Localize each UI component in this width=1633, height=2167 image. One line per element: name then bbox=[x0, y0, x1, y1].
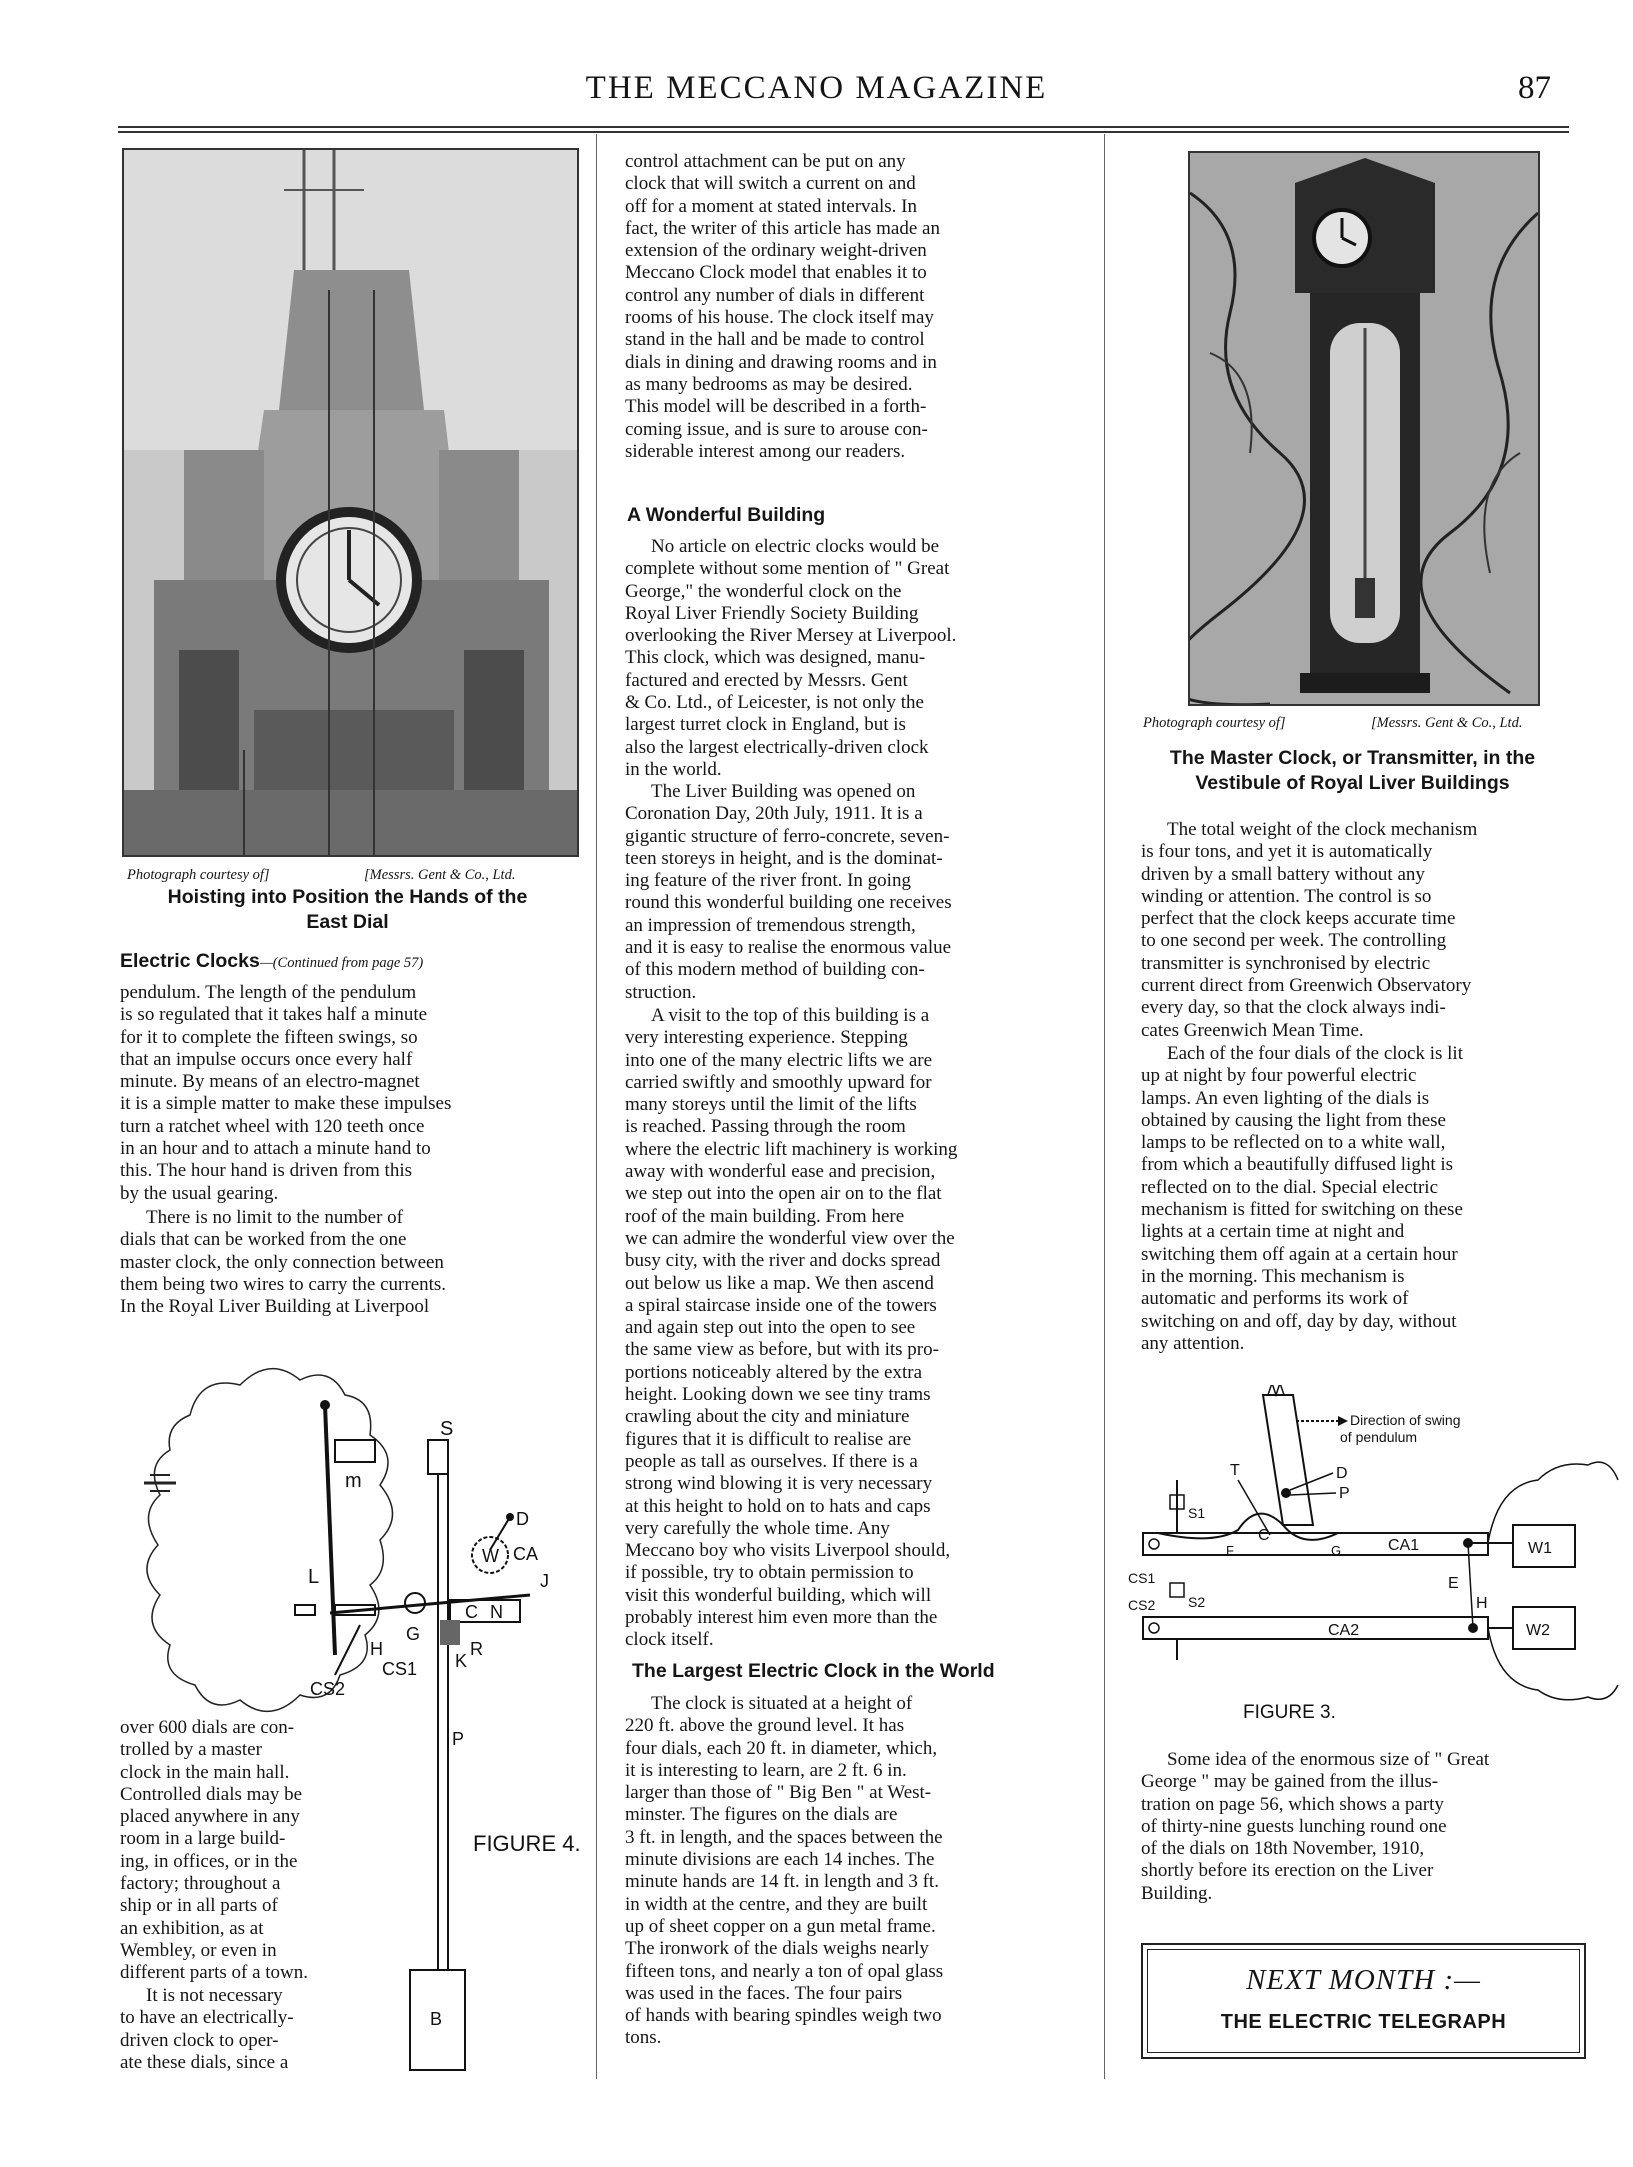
text-line: winding or attention. The control is so bbox=[1141, 885, 1432, 907]
text-line: complete without some mention of " Great bbox=[625, 558, 950, 580]
text-line: factured and erected by Messrs. Gent bbox=[625, 669, 908, 691]
text-line: busy city, with the river and docks spread bbox=[625, 1250, 941, 1272]
caption-line-1: Hoisting into Position the Hands of the bbox=[167, 886, 528, 908]
figure-4-diagram bbox=[130, 1355, 600, 2075]
text-line: tration on page 56, which shows a party bbox=[1141, 1793, 1444, 1815]
fig3-label-c: C bbox=[1258, 1527, 1270, 1544]
fig4-label-ca: CA bbox=[513, 1544, 539, 1564]
text-line: room in a large build- bbox=[120, 1828, 286, 1850]
next-month-title: NEXT MONTH :— bbox=[1246, 1964, 1481, 1996]
text-line: height. Looking down we see tiny trams bbox=[625, 1384, 931, 1406]
text-line: factory; throughout a bbox=[120, 1873, 281, 1895]
text-line: and it is easy to realise the enormous value bbox=[625, 937, 952, 959]
fig3-label-ca1: CA1 bbox=[1388, 1537, 1420, 1554]
text-line: cates Greenwich Mean Time. bbox=[1141, 1019, 1364, 1041]
text-line: in width at the centre, and they are built bbox=[625, 1893, 928, 1915]
text-line: of this modern method of building con- bbox=[625, 959, 925, 981]
text-line: it is interesting to learn, are 2 ft. 6 in. bbox=[625, 1759, 907, 1781]
text-line: 3 ft. in length, and the spaces between the bbox=[625, 1826, 943, 1848]
text-line: clock in the main hall. bbox=[120, 1761, 290, 1783]
text-line: pendulum. The length of the pendulum bbox=[120, 982, 417, 1003]
text-line: of thirty-nine guests lunching round one bbox=[1141, 1815, 1447, 1837]
fig4-label-cs2: CS2 bbox=[310, 1679, 346, 1699]
header-rule bbox=[118, 126, 1569, 128]
text-line: is so regulated that it takes half a minute bbox=[120, 1004, 428, 1026]
text-line: The clock is situated at a height of bbox=[651, 1693, 913, 1714]
text-line: stand in the hall and be made to control bbox=[625, 329, 925, 351]
text-line: clock that will switch a current on and bbox=[625, 173, 916, 195]
text-line: lamps. An even lighting of the dials is bbox=[1141, 1087, 1430, 1109]
fig3-label-cs1: CS1 bbox=[1128, 1570, 1156, 1586]
text-line: different parts of a town. bbox=[120, 1962, 309, 1984]
column-divider bbox=[1104, 134, 1105, 2079]
text-line: to have an electrically- bbox=[120, 2007, 294, 2029]
text-line: switching them off again at a certain hour bbox=[1141, 1243, 1458, 1265]
paragraph bbox=[120, 1207, 573, 1318]
text-line: we step out into the open air on to the flat bbox=[625, 1183, 942, 1205]
text-line: turn a ratchet wheel with 120 teeth once bbox=[120, 1115, 425, 1137]
text-line: we can admire the wonderful view over the bbox=[625, 1227, 955, 1249]
fig4-label-d: D bbox=[516, 1509, 529, 1529]
text-line: struction. bbox=[625, 981, 697, 1003]
photo-caption bbox=[1125, 746, 1580, 796]
text-line: over 600 dials are con- bbox=[120, 1717, 295, 1738]
fig3-direction-1: Direction of swing bbox=[1350, 1412, 1461, 1428]
text-line: an exhibition, as at bbox=[120, 1917, 264, 1939]
text-line: overlooking the River Mersey at Liverpool. bbox=[625, 625, 957, 647]
figure-3-title: FIGURE 3. bbox=[1243, 1702, 1336, 1723]
text-line: round this wonderful building one receives bbox=[625, 892, 952, 914]
paragraph bbox=[625, 781, 1080, 1004]
text-line: Wembley, or even in bbox=[120, 1939, 277, 1961]
text-line: ing feature of the river front. In going bbox=[625, 870, 911, 892]
fig4-label-p: P bbox=[452, 1729, 465, 1749]
fig4-label-r: R bbox=[470, 1639, 483, 1659]
text-line: A visit to the top of this building is a bbox=[651, 1005, 930, 1026]
paragraph bbox=[625, 1693, 1080, 2050]
text-line: In the Royal Liver Building at Liverpool bbox=[120, 1296, 430, 1318]
text-line: any attention. bbox=[1141, 1332, 1245, 1354]
fig4-label-m: m bbox=[345, 1470, 362, 1492]
text-line: as many bedrooms as may be desired. bbox=[625, 373, 913, 395]
text-line: out below us like a map. We then ascend bbox=[625, 1272, 934, 1294]
photo-caption bbox=[110, 885, 585, 935]
fig4-label-b: B bbox=[430, 2009, 443, 2029]
text-line: George," the wonderful clock on the bbox=[625, 580, 902, 602]
text-line: coming issue, and is sure to arouse con- bbox=[625, 418, 928, 440]
fig3-direction-2: of pendulum bbox=[1340, 1429, 1418, 1445]
text-line: The total weight of the clock mechanism bbox=[1167, 819, 1478, 840]
text-line: 220 ft. above the ground level. It has bbox=[625, 1715, 905, 1737]
caption-line-2: East Dial bbox=[306, 911, 389, 933]
text-line: probably interest him even more than the bbox=[625, 1607, 938, 1629]
text-line: dials in dining and drawing rooms and in bbox=[625, 351, 937, 373]
text-line: No article on electric clocks would be bbox=[651, 536, 940, 557]
text-line: The ironwork of the dials weighs nearly bbox=[625, 1938, 929, 1960]
fig3-label-s2: S2 bbox=[1188, 1594, 1206, 1610]
text-line: switching on and off, day by day, without bbox=[1141, 1310, 1457, 1332]
paragraph bbox=[625, 1005, 1080, 1652]
fig3-label-s1: S1 bbox=[1188, 1505, 1206, 1521]
fig3-label-w2: W2 bbox=[1526, 1622, 1550, 1639]
text-line: if possible, try to obtain permission to bbox=[625, 1562, 914, 1584]
text-line: by the usual gearing. bbox=[120, 1182, 279, 1204]
text-line: up of sheet copper on a gun metal frame. bbox=[625, 1915, 936, 1937]
text-line: them being two wires to carry the currents. bbox=[120, 1273, 447, 1295]
text-line: every day, so that the clock always indi- bbox=[1141, 997, 1446, 1019]
header-rule-secondary bbox=[118, 131, 1569, 133]
text-line: Meccano Clock model that enables it to bbox=[625, 262, 927, 284]
tower-photo bbox=[122, 148, 579, 857]
text-line: ing, in offices, or in the bbox=[120, 1850, 298, 1872]
text-line: very interesting experience. Stepping bbox=[625, 1027, 908, 1049]
text-line: This model will be described in a forth- bbox=[625, 396, 927, 418]
fig4-label-h: H bbox=[370, 1639, 383, 1659]
photo-credit-left: Photograph courtesy of] bbox=[127, 867, 270, 883]
text-line: it is a simple matter to make these impulses bbox=[120, 1093, 452, 1115]
paragraph bbox=[120, 982, 573, 1205]
text-line: Some idea of the enormous size of " Great bbox=[1167, 1749, 1490, 1770]
text-line: also the largest electrically-driven clock bbox=[625, 736, 929, 758]
text-line: transmitter is synchronised by electric bbox=[1141, 952, 1431, 974]
paragraph bbox=[625, 536, 1080, 781]
fig4-label-g: G bbox=[406, 1624, 421, 1644]
text-line: rooms of his house. The clock itself may bbox=[625, 307, 934, 329]
text-line: away with wonderful ease and precision, bbox=[625, 1161, 936, 1183]
figure-4-title: FIGURE 4. bbox=[473, 1831, 581, 1856]
text-line: from which a beautifully diffused light is bbox=[1141, 1154, 1454, 1176]
heading-text: Electric Clocks bbox=[120, 950, 260, 972]
fig3-label-f: F bbox=[1226, 1543, 1234, 1558]
text-line: automatic and performs its work of bbox=[1141, 1288, 1409, 1310]
fig3-label-e: E bbox=[1448, 1575, 1459, 1592]
fig4-label-cs1: CS1 bbox=[382, 1659, 418, 1679]
text-line: The Liver Building was opened on bbox=[651, 781, 916, 802]
paragraph bbox=[1141, 819, 1587, 1042]
page-number: 87 bbox=[1518, 70, 1551, 106]
text-line: minster. The figures on the dials are bbox=[625, 1804, 898, 1826]
caption-line-1: The Master Clock, or Transmitter, in the bbox=[1169, 747, 1536, 769]
text-line: the same view as before, but with its pro- bbox=[625, 1339, 939, 1361]
text-line: larger than those of " Big Ben " at West- bbox=[625, 1782, 932, 1804]
text-line: four dials, each 20 ft. in diameter, which, bbox=[625, 1737, 938, 1759]
text-line: very carefully the whole time. Any bbox=[625, 1517, 890, 1539]
text-line: lamps to be reflected on to a white wall, bbox=[1141, 1132, 1446, 1154]
text-line: in the world. bbox=[625, 758, 722, 780]
section-heading: A Wonderful Building bbox=[627, 504, 826, 526]
text-line: an impression of tremendous strength, bbox=[625, 914, 916, 936]
text-line: largest turret clock in England, but is bbox=[625, 714, 906, 736]
fig3-label-t: T bbox=[1230, 1462, 1240, 1479]
text-line: was used in the faces. The four pairs bbox=[625, 1982, 903, 2004]
text-line: driven by a small battery without any bbox=[1141, 863, 1425, 885]
text-line: to one second per week. The controlling bbox=[1141, 930, 1447, 952]
text-line: control attachment can be put on any bbox=[625, 151, 906, 172]
fig3-label-g: G bbox=[1331, 1543, 1342, 1558]
text-line: Each of the four dials of the clock is lit bbox=[1167, 1043, 1463, 1064]
text-line: Royal Liver Friendly Society Building bbox=[625, 602, 919, 624]
fig4-label-l: L bbox=[308, 1566, 320, 1588]
text-line: people as tall as ourselves. If there is a bbox=[625, 1450, 918, 1472]
text-line: shortly before its erection on the Liver bbox=[1141, 1860, 1434, 1882]
fig4-label-k: K bbox=[455, 1651, 468, 1671]
text-line: in the morning. This mechanism is bbox=[1141, 1265, 1405, 1287]
text-line: Building. bbox=[1141, 1882, 1213, 1904]
caption-line-2: Vestibule of Royal Liver Buildings bbox=[1195, 772, 1510, 794]
fig3-label-w1: W1 bbox=[1528, 1540, 1552, 1557]
text-line: where the electric lift machinery is working bbox=[625, 1138, 958, 1160]
magazine-title: THE MECCANO MAGAZINE bbox=[585, 70, 1048, 106]
fig4-label-c: C bbox=[465, 1602, 478, 1622]
text-line: of hands with bearing spindles weigh two bbox=[625, 2005, 942, 2027]
text-line: gigantic structure of ferro-concrete, seven- bbox=[625, 825, 950, 847]
fig3-label-cs2: CS2 bbox=[1128, 1597, 1156, 1613]
next-month-box bbox=[1141, 1943, 1586, 2059]
text-line: tons. bbox=[625, 2027, 662, 2049]
next-month-subtitle: THE ELECTRIC TELEGRAPH bbox=[1220, 2011, 1507, 2033]
fig3-label-d: D bbox=[1336, 1465, 1348, 1482]
text-line: at this height to hold on to hats and caps bbox=[625, 1495, 931, 1517]
text-line: master clock, the only connection between bbox=[120, 1251, 444, 1273]
section-heading: The Largest Electric Clock in the World bbox=[632, 1660, 995, 1682]
text-line: clock itself. bbox=[625, 1629, 714, 1651]
text-line: driven clock to oper- bbox=[120, 2029, 279, 2051]
text-line: It is not necessary bbox=[146, 1985, 283, 2006]
figure-3-diagram bbox=[1118, 1385, 1623, 1730]
text-line: off for a moment at stated intervals. In bbox=[625, 195, 917, 217]
text-line: minute. By means of an electro-magnet bbox=[120, 1071, 420, 1093]
fig4-label-j: J bbox=[540, 1571, 549, 1591]
text-line: minute divisions are each 14 inches. The bbox=[625, 1849, 935, 1871]
text-line: perfect that the clock keeps accurate time bbox=[1141, 908, 1456, 930]
continued-note: —(Continued from page 57) bbox=[259, 955, 424, 971]
photo-credit-right: [Messrs. Gent & Co., Ltd. bbox=[364, 867, 516, 883]
text-line: for it to complete the fifteen swings, so bbox=[120, 1026, 418, 1048]
text-line: figures that it is difficult to realise are bbox=[625, 1428, 912, 1450]
text-line: placed anywhere in any bbox=[120, 1806, 300, 1828]
text-line: portions noticeably altered by the extra bbox=[625, 1361, 923, 1383]
text-line: ate these dials, since a bbox=[120, 2051, 289, 2073]
master-clock-photo bbox=[1188, 151, 1540, 706]
text-line: Coronation Day, 20th July, 1911. It is a bbox=[625, 803, 923, 825]
text-line: dials that can be worked from the one bbox=[120, 1229, 407, 1251]
text-line: & Co. Ltd., of Leicester, is not only the bbox=[625, 692, 924, 714]
paragraph bbox=[1141, 1043, 1587, 1355]
text-line: of the dials on 18th November, 1910, bbox=[1141, 1838, 1425, 1860]
fig3-label-p: P bbox=[1339, 1485, 1350, 1502]
text-line: obtained by causing the light from these bbox=[1141, 1109, 1446, 1131]
text-line: This clock, which was designed, manu- bbox=[625, 647, 926, 669]
paragraph bbox=[625, 151, 1080, 463]
text-line: many storeys until the limit of the lifts bbox=[625, 1094, 917, 1116]
text-line: visit this wonderful building, which will bbox=[625, 1584, 932, 1606]
fig3-label-ca2: CA2 bbox=[1328, 1622, 1360, 1639]
fig4-label-w: W bbox=[482, 1546, 499, 1566]
text-line: control any number of dials in different bbox=[625, 284, 925, 306]
text-line: up at night by four powerful electric bbox=[1141, 1065, 1417, 1087]
text-line: minute hands are 14 ft. in length and 3 ft. bbox=[625, 1871, 939, 1893]
text-line: teen storeys in height, and is the dominat- bbox=[625, 847, 943, 869]
text-line: Controlled dials may be bbox=[120, 1783, 303, 1805]
photo-credit-right: [Messrs. Gent & Co., Ltd. bbox=[1371, 715, 1523, 731]
text-line: lights at a certain time at night and bbox=[1141, 1221, 1405, 1243]
text-line: ship or in all parts of bbox=[120, 1895, 278, 1917]
text-line: fact, the writer of this article has made an bbox=[625, 217, 940, 239]
text-line: There is no limit to the number of bbox=[146, 1207, 403, 1228]
text-line: into one of the many electric lifts we are bbox=[625, 1049, 933, 1071]
text-line: and again step out into the open to see bbox=[625, 1317, 916, 1339]
text-line: George " may be gained from the illus- bbox=[1141, 1771, 1439, 1793]
next-month-inner bbox=[1147, 1949, 1580, 2053]
text-line: a spiral staircase inside one of the towers bbox=[625, 1294, 937, 1316]
text-line: in an hour and to attach a minute hand to bbox=[120, 1138, 431, 1160]
text-line: current direct from Greenwich Observatory bbox=[1141, 975, 1472, 997]
photo-credit-left: Photograph courtesy of] bbox=[1143, 715, 1286, 731]
text-line: this. The hour hand is driven from this bbox=[120, 1160, 413, 1182]
text-line: siderable interest among our readers. bbox=[625, 440, 906, 462]
text-line: crawling about the city and miniature bbox=[625, 1406, 910, 1428]
text-line: is four tons, and yet it is automatically bbox=[1141, 841, 1433, 863]
text-line: roof of the main building. From here bbox=[625, 1205, 905, 1227]
text-line: reflected on to the dial. Special electric bbox=[1141, 1176, 1438, 1198]
text-line: fifteen tons, and nearly a ton of opal glass bbox=[625, 1960, 944, 1982]
text-line: extension of the ordinary weight-driven bbox=[625, 240, 927, 262]
section-heading bbox=[120, 950, 423, 973]
text-line: Meccano boy who visits Liverpool should, bbox=[625, 1540, 951, 1562]
fig4-label-n: N bbox=[490, 1602, 503, 1622]
text-line: carried swiftly and smoothly upward for bbox=[625, 1071, 932, 1093]
fig4-label-s: S bbox=[440, 1418, 454, 1440]
fig3-label-h: H bbox=[1476, 1595, 1488, 1612]
paragraph bbox=[1141, 1749, 1587, 1905]
text-line: trolled by a master bbox=[120, 1739, 262, 1761]
text-line: is reached. Passing through the room bbox=[625, 1116, 906, 1138]
text-line: that an impulse occurs once every half bbox=[120, 1048, 413, 1070]
text-line: strong wind blowing it is very necessary bbox=[625, 1473, 933, 1495]
text-line: mechanism is fitted for switching on these bbox=[1141, 1199, 1463, 1221]
